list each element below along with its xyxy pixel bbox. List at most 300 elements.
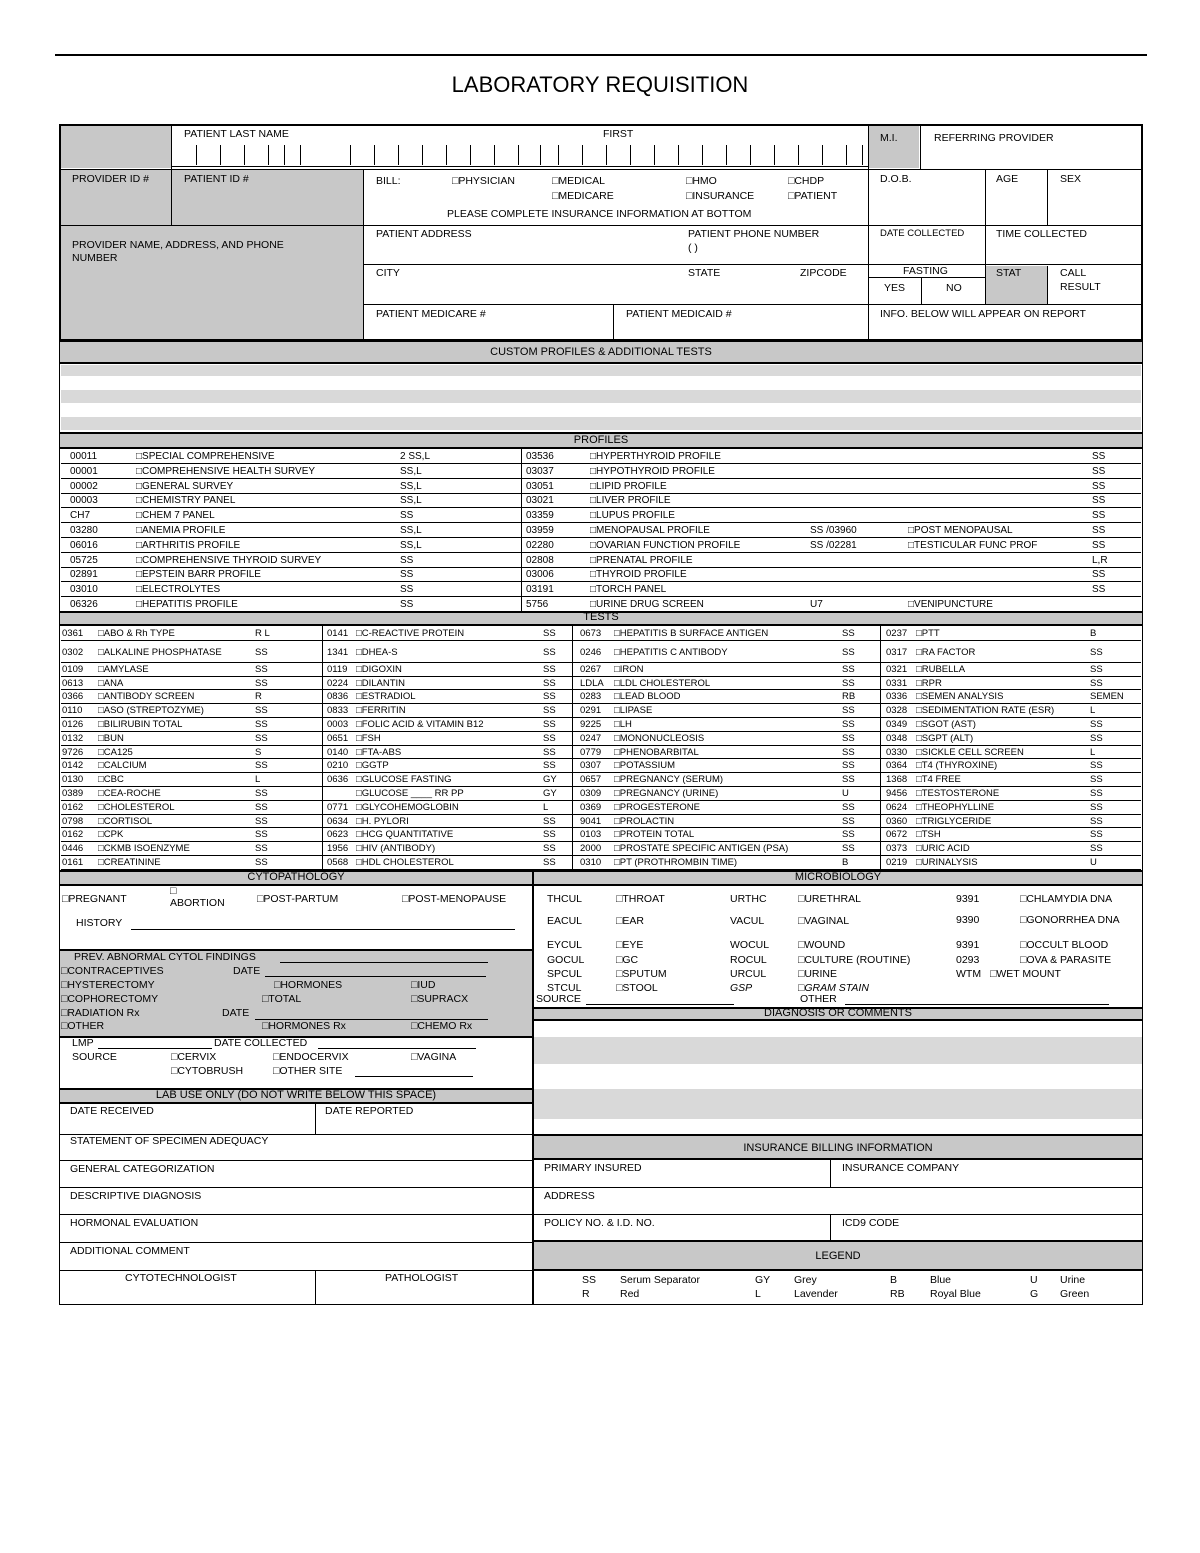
profile-name[interactable]: □ THYROID PROFILE bbox=[590, 568, 687, 582]
test-code: 0349 bbox=[886, 719, 908, 730]
test-tube: B bbox=[1090, 628, 1097, 639]
test-name[interactable]: □ CORTISOL bbox=[98, 815, 152, 829]
fasting-no[interactable]: NO bbox=[946, 282, 962, 294]
name-letter-box-divider bbox=[822, 145, 823, 165]
profile-tube-right: SS bbox=[1092, 525, 1106, 536]
test-tube: S bbox=[255, 746, 262, 758]
test-tube: SS bbox=[1090, 663, 1103, 675]
micro-test[interactable]: □ URETHRAL bbox=[798, 894, 861, 906]
test-tube: SS bbox=[1090, 760, 1103, 772]
cervix-checkbox[interactable]: □ CERVIX bbox=[171, 1052, 216, 1064]
test-name[interactable]: □ PREGNANCY (SERUM) bbox=[614, 773, 723, 787]
test-code: 0369 bbox=[580, 801, 602, 813]
chemo-rx-checkbox[interactable]: □ CHEMO Rx bbox=[411, 1021, 472, 1033]
test-code: 0771 bbox=[327, 801, 349, 813]
test-name[interactable]: □ PROLACTIN bbox=[614, 815, 674, 829]
test-name[interactable]: □ ANA bbox=[98, 677, 123, 691]
profile-row-right[interactable] bbox=[0, 509, 1200, 523]
insurance-company-label: INSURANCE COMPANY bbox=[842, 1162, 960, 1174]
hormones-rx-checkbox[interactable]: □ HORMONES Rx bbox=[262, 1021, 346, 1033]
test-name[interactable]: □ T4 FREE bbox=[916, 773, 961, 787]
test-code: 0142 bbox=[62, 760, 84, 772]
test-code: 0267 bbox=[580, 663, 602, 675]
test-name[interactable]: □ PREGNANCY (URINE) bbox=[614, 787, 718, 801]
bill-medicare-checkbox[interactable]: □ MEDICARE bbox=[552, 191, 614, 203]
name-letter-box-divider bbox=[862, 145, 863, 165]
profile-row-right[interactable] bbox=[0, 568, 1200, 582]
micro-right-test[interactable]: □ WET MOUNT bbox=[990, 969, 1061, 981]
test-row[interactable] bbox=[0, 704, 1200, 718]
test-name[interactable]: □ LEAD BLOOD bbox=[614, 690, 680, 704]
profile-code: 03010 bbox=[70, 584, 98, 596]
primary-insured-label: PRIMARY INSURED bbox=[544, 1162, 642, 1174]
micro-other-label: OTHER bbox=[800, 993, 837, 1005]
test-code: 0310 bbox=[580, 857, 602, 868]
micro-code: SPCUL bbox=[547, 968, 583, 980]
other-checkbox[interactable]: □ OTHER bbox=[61, 1021, 104, 1033]
profile-row-right[interactable] bbox=[0, 539, 1200, 553]
test-code: 0317 bbox=[886, 646, 908, 658]
test-name[interactable]: □ PHENOBARBITAL bbox=[614, 746, 699, 760]
test-name[interactable]: □ H. PYLORI bbox=[356, 815, 409, 829]
micro-right-code: 9390 bbox=[956, 914, 980, 926]
bill-chdp-checkbox[interactable]: □ CHDP bbox=[788, 176, 824, 188]
test-code: 0328 bbox=[886, 705, 908, 717]
profile-name[interactable]: □ ELECTROLYTES bbox=[136, 583, 220, 597]
profile-code: CH7 bbox=[70, 510, 91, 522]
test-tube: SS bbox=[1090, 719, 1103, 730]
legend-code: U bbox=[1030, 1274, 1038, 1286]
test-code: 9041 bbox=[580, 815, 602, 827]
test-tube: SS bbox=[255, 719, 268, 730]
test-tube: SS bbox=[1090, 646, 1103, 658]
profile-tube-right: SS bbox=[1092, 539, 1106, 551]
profile-name[interactable]: □ COMPREHENSIVE THYROID SURVEY bbox=[136, 554, 321, 568]
test-code: 0360 bbox=[886, 815, 908, 827]
legend-code: RB bbox=[890, 1288, 905, 1300]
profile-name[interactable]: □ CHEM 7 PANEL bbox=[136, 509, 215, 523]
name-letter-box-divider bbox=[606, 145, 607, 165]
result-label[interactable]: RESULT bbox=[1060, 281, 1101, 293]
test-code: 0798 bbox=[62, 815, 84, 827]
profile-name[interactable]: □ URINE DRUG SCREEN bbox=[590, 598, 704, 612]
test-row[interactable] bbox=[0, 787, 1200, 801]
provider-name-label-2: NUMBER bbox=[72, 252, 118, 264]
test-name[interactable]: □ CKMB ISOENZYME bbox=[98, 842, 190, 856]
test-name[interactable]: □ LDL CHOLESTEROL bbox=[614, 677, 710, 691]
test-tube: SS bbox=[543, 760, 556, 772]
profile-name[interactable]: □ ANEMIA PROFILE bbox=[136, 524, 225, 538]
test-name[interactable]: □ DILANTIN bbox=[356, 677, 405, 691]
test-tube: L bbox=[543, 801, 549, 813]
test-name[interactable]: □ FERRITIN bbox=[356, 704, 406, 718]
micro-right-code: 9391 bbox=[956, 893, 980, 905]
state-label: STATE bbox=[688, 267, 721, 279]
test-code: 0219 bbox=[886, 857, 908, 868]
date-reported-label: DATE REPORTED bbox=[325, 1105, 414, 1117]
name-letter-box-divider bbox=[678, 145, 679, 165]
phone-paren: ( ) bbox=[688, 242, 698, 254]
test-name[interactable]: □ ALKALINE PHOSPHATASE bbox=[98, 646, 222, 660]
test-name[interactable]: □ ABO & Rh TYPE bbox=[98, 627, 175, 641]
test-code: 1956 bbox=[327, 843, 349, 855]
profile-row-right[interactable] bbox=[0, 480, 1200, 494]
test-name[interactable]: □ CEA-ROCHE bbox=[98, 787, 161, 801]
test-tube: SS bbox=[543, 829, 556, 841]
test-name[interactable]: □ HIV (ANTIBODY) bbox=[356, 842, 435, 856]
test-name[interactable]: □ FSH bbox=[356, 732, 381, 746]
micro-test[interactable]: □ URINE bbox=[798, 969, 837, 981]
profile-name[interactable]: □ HYPERTHYROID PROFILE bbox=[590, 450, 721, 464]
test-tube: SS bbox=[255, 788, 268, 799]
test-name[interactable]: □ GLUCOSE FASTING bbox=[356, 773, 452, 787]
test-tube: R bbox=[255, 691, 262, 703]
name-letter-box-divider bbox=[750, 145, 751, 165]
test-name[interactable]: □ SGOT (AST) bbox=[916, 718, 976, 732]
profile-tube-right: SS bbox=[1092, 480, 1106, 492]
micro-test[interactable]: □ SPUTUM bbox=[616, 969, 667, 981]
bill-hmo-checkbox[interactable]: □ HMO bbox=[686, 176, 717, 188]
test-row[interactable] bbox=[0, 677, 1200, 691]
micro-right-code: 0293 bbox=[956, 954, 980, 966]
test-code: 0302 bbox=[62, 646, 84, 658]
profile-code: 03051 bbox=[526, 480, 554, 492]
test-name[interactable]: □ IRON bbox=[614, 663, 644, 677]
micro-test[interactable]: □ EAR bbox=[616, 916, 644, 928]
profile-row-right[interactable] bbox=[0, 494, 1200, 508]
profile-name[interactable]: □ LIVER PROFILE bbox=[590, 494, 671, 508]
test-tube: SS bbox=[543, 663, 556, 675]
legend-meaning: Red bbox=[620, 1288, 640, 1300]
test-tube: SS bbox=[842, 705, 855, 717]
test-name[interactable]: □ HEPATITIS C ANTIBODY bbox=[614, 646, 728, 660]
test-code: 0651 bbox=[327, 732, 349, 744]
time-collected-label: TIME COLLECTED bbox=[996, 228, 1088, 240]
test-row[interactable] bbox=[0, 759, 1200, 773]
test-code: 0634 bbox=[327, 815, 349, 827]
test-tube: SS bbox=[255, 801, 268, 813]
test-tube: L bbox=[255, 774, 261, 786]
profile-code: 03021 bbox=[526, 495, 554, 507]
micro-test[interactable]: □ EYE bbox=[616, 940, 643, 952]
profile-extra[interactable]: □ TESTICULAR FUNC PROF bbox=[908, 539, 1037, 553]
micro-right-test[interactable]: □ OCCULT BLOOD bbox=[1020, 940, 1108, 952]
vagina-checkbox[interactable]: □ VAGINA bbox=[411, 1052, 456, 1064]
test-name[interactable]: □ CHOLESTEROL bbox=[98, 801, 175, 815]
test-name[interactable]: □ CPK bbox=[98, 828, 123, 842]
legend-code: R bbox=[582, 1288, 590, 1300]
custom-profiles-title: CUSTOM PROFILES & ADDITIONAL TESTS bbox=[490, 346, 712, 358]
profile-row-right[interactable] bbox=[0, 524, 1200, 538]
micro-code: STCUL bbox=[547, 982, 582, 994]
test-row[interactable] bbox=[0, 815, 1200, 829]
name-letter-box-divider bbox=[494, 145, 495, 165]
test-name[interactable]: □ FOLIC ACID & VITAMIN B12 bbox=[356, 718, 484, 732]
test-code: 1341 bbox=[327, 646, 349, 658]
legend-code: G bbox=[1030, 1288, 1039, 1300]
profile-code: 03359 bbox=[526, 510, 554, 522]
test-name[interactable]: □ BILIRUBIN TOTAL bbox=[98, 718, 182, 732]
test-name[interactable]: □ LH bbox=[614, 718, 632, 732]
test-name[interactable]: □ THEOPHYLLINE bbox=[916, 801, 994, 815]
cytotechnologist-label: CYTOTECHNOLOGIST bbox=[125, 1272, 237, 1284]
test-code: 0331 bbox=[886, 677, 908, 689]
test-name[interactable]: □ POTASSIUM bbox=[614, 759, 675, 773]
micro-test[interactable]: □ STOOL bbox=[616, 983, 658, 995]
test-name[interactable]: □ CA125 bbox=[98, 746, 133, 760]
test-code: 0321 bbox=[886, 663, 908, 675]
profile-tube: SS bbox=[400, 599, 414, 610]
test-tube: SS bbox=[543, 677, 556, 689]
cophorectomy-checkbox[interactable]: □ COPHORECTOMY bbox=[61, 994, 158, 1006]
test-tube: RB bbox=[842, 691, 856, 703]
bill-insurance-checkbox[interactable]: □ INSURANCE bbox=[686, 191, 754, 203]
profile-tube: SS,L bbox=[400, 525, 422, 536]
test-row[interactable] bbox=[0, 746, 1200, 760]
test-tube: SS bbox=[842, 801, 855, 813]
micro-code: URCUL bbox=[730, 968, 767, 980]
test-tube: SS bbox=[543, 719, 556, 730]
call-label[interactable]: CALL bbox=[1060, 267, 1087, 279]
profile-name[interactable]: □ ARTHRITIS PROFILE bbox=[136, 539, 240, 553]
profile-row-right[interactable] bbox=[0, 554, 1200, 568]
profile-name[interactable]: □ GENERAL SURVEY bbox=[136, 480, 233, 494]
test-tube: SS bbox=[1090, 788, 1103, 799]
insurance-title: INSURANCE BILLING INFORMATION bbox=[743, 1142, 933, 1154]
test-name[interactable]: □ GLUCOSE ____ RR PP bbox=[356, 787, 464, 801]
test-code: 0110 bbox=[62, 705, 83, 717]
profile-tube: SS /03960 bbox=[810, 525, 857, 536]
test-tube: SEMEN bbox=[1090, 691, 1124, 703]
profile-row-right[interactable] bbox=[0, 583, 1200, 597]
patient-address-label: PATIENT ADDRESS bbox=[376, 228, 472, 240]
profile-row-right[interactable] bbox=[0, 598, 1200, 612]
profile-tube-right: SS bbox=[1092, 510, 1106, 522]
post-menopause-checkbox[interactable]: □ POST-MENOPAUSE bbox=[402, 894, 506, 906]
test-code: 9225 bbox=[580, 719, 602, 730]
profile-name[interactable]: □ EPSTEIN BARR PROFILE bbox=[136, 568, 261, 582]
test-code: 0672 bbox=[886, 829, 908, 841]
test-name[interactable]: □ DIGOXIN bbox=[356, 663, 402, 677]
test-tube: SS bbox=[842, 829, 855, 841]
test-name[interactable]: □ GGTP bbox=[356, 759, 389, 773]
test-code: 0779 bbox=[580, 746, 602, 758]
micro-test[interactable]: □ GRAM STAIN bbox=[798, 983, 869, 995]
test-name[interactable]: □ BUN bbox=[98, 732, 124, 746]
test-name[interactable]: □ ANTIBODY SCREEN bbox=[98, 690, 194, 704]
bill-patient-checkbox[interactable]: □ PATIENT bbox=[788, 191, 837, 203]
micro-right-test[interactable]: □ GONORRHEA DNA bbox=[1020, 915, 1120, 927]
patient-medicaid-label: PATIENT MEDICAID # bbox=[626, 308, 732, 320]
test-name[interactable]: □ DHEA-S bbox=[356, 646, 398, 660]
history-line[interactable] bbox=[131, 929, 515, 930]
test-name[interactable]: □ CREATININE bbox=[98, 856, 161, 870]
test-name[interactable]: □ SEMEN ANALYSIS bbox=[916, 690, 1003, 704]
bill-medical-checkbox[interactable]: □ MEDICAL bbox=[552, 176, 605, 188]
name-letter-box-divider bbox=[540, 145, 541, 165]
blank-gray-cell bbox=[61, 126, 171, 168]
other-site-checkbox[interactable]: □ OTHER SITE bbox=[273, 1066, 342, 1078]
test-name[interactable]: □ T4 (THYROXINE) bbox=[916, 759, 997, 773]
test-name[interactable]: □ PT (PROTHROMBIN TIME) bbox=[614, 856, 737, 870]
test-tube: U bbox=[842, 788, 849, 799]
iud-checkbox[interactable]: □ IUD bbox=[411, 980, 435, 992]
total-checkbox[interactable]: □ TOTAL bbox=[262, 994, 301, 1006]
radiation-checkbox[interactable]: □ RADIATION Rx bbox=[61, 1008, 140, 1020]
test-name[interactable]: □ MONONUCLEOSIS bbox=[614, 732, 704, 746]
test-name[interactable]: □ SICKLE CELL SCREEN bbox=[916, 746, 1024, 760]
pregnant-checkbox[interactable]: □ PREGNANT bbox=[62, 894, 127, 906]
test-code: 0003 bbox=[327, 719, 349, 730]
profile-name[interactable]: □ COMPREHENSIVE HEALTH SURVEY bbox=[136, 465, 315, 479]
test-row[interactable] bbox=[0, 828, 1200, 842]
test-name[interactable]: □ RUBELLA bbox=[916, 663, 965, 677]
date-collected-cyto-label: DATE COLLECTED bbox=[214, 1037, 308, 1049]
test-name[interactable]: □ LIPASE bbox=[614, 704, 652, 718]
profile-row-right[interactable] bbox=[0, 450, 1200, 464]
supracx-checkbox[interactable]: □ SUPRACX bbox=[411, 994, 468, 1006]
test-name[interactable]: □ RA FACTOR bbox=[916, 646, 975, 660]
profile-name[interactable]: □ MENOPAUSAL PROFILE bbox=[590, 524, 710, 538]
test-row[interactable] bbox=[0, 627, 1200, 641]
test-name[interactable]: □ PROSTATE SPECIFIC ANTIGEN (PSA) bbox=[614, 842, 788, 856]
test-name[interactable]: □ HDL CHOLESTEROL bbox=[356, 856, 454, 870]
test-row[interactable] bbox=[0, 732, 1200, 746]
test-tube: GY bbox=[543, 774, 557, 786]
profile-name[interactable]: □ TORCH PANEL bbox=[590, 583, 666, 597]
profile-name[interactable]: □ OVARIAN FUNCTION PROFILE bbox=[590, 539, 740, 553]
test-row[interactable] bbox=[0, 801, 1200, 815]
test-row[interactable] bbox=[0, 641, 1200, 663]
micro-right-test[interactable]: □ CHLAMYDIA DNA bbox=[1020, 894, 1112, 906]
stat-label[interactable]: STAT bbox=[996, 267, 1022, 279]
profile-extra[interactable]: □ POST MENOPAUSAL bbox=[908, 524, 1013, 538]
test-name[interactable]: □ TSH bbox=[916, 828, 941, 842]
test-row[interactable] bbox=[0, 856, 1200, 870]
micro-test[interactable]: □ WOUND bbox=[798, 940, 845, 952]
test-code: 0161 bbox=[62, 857, 84, 868]
test-name[interactable]: □ TRIGLYCERIDE bbox=[916, 815, 991, 829]
test-name[interactable]: □ PROTEIN TOTAL bbox=[614, 828, 694, 842]
micro-code: GOCUL bbox=[547, 954, 585, 966]
profile-row-right[interactable] bbox=[0, 465, 1200, 479]
test-code: 0309 bbox=[580, 788, 602, 799]
test-name[interactable]: □ HCG QUANTITATIVE bbox=[356, 828, 453, 842]
profile-extra[interactable]: □ VENIPUNCTURE bbox=[908, 598, 993, 612]
hormones-checkbox[interactable]: □ HORMONES bbox=[274, 980, 342, 992]
test-tube: SS bbox=[255, 705, 268, 717]
test-row[interactable] bbox=[0, 718, 1200, 732]
profile-name[interactable]: □ HYPOTHYROID PROFILE bbox=[590, 465, 715, 479]
hysterectomy-checkbox[interactable]: □ HYSTERECTOMY bbox=[61, 980, 155, 992]
name-letter-box-divider bbox=[702, 145, 703, 165]
test-row[interactable] bbox=[0, 842, 1200, 856]
bill-physician-checkbox[interactable]: □ PHYSICIAN bbox=[452, 176, 515, 188]
contraceptives-checkbox[interactable]: □ CONTRACEPTIVES bbox=[61, 966, 164, 978]
adequacy-label: STATEMENT OF SPECIMEN ADEQUACY bbox=[70, 1135, 269, 1147]
profile-name[interactable]: □ LUPUS PROFILE bbox=[590, 509, 675, 523]
post-partum-checkbox[interactable]: □ POST-PARTUM bbox=[257, 894, 338, 906]
profile-code: 02808 bbox=[526, 554, 554, 566]
test-tube: SS bbox=[842, 719, 855, 730]
profile-name[interactable]: □ SPECIAL COMPREHENSIVE bbox=[136, 450, 275, 464]
mi-label: M.I. bbox=[880, 132, 898, 144]
micro-test[interactable]: □ CULTURE (ROUTINE) bbox=[798, 955, 910, 967]
micro-code: THCUL bbox=[547, 893, 583, 905]
test-tube: SS bbox=[255, 857, 268, 868]
test-name[interactable]: □ PTT bbox=[916, 627, 940, 641]
general-categorization-label: GENERAL CATEGORIZATION bbox=[70, 1163, 215, 1175]
test-name[interactable]: □ ESTRADIOL bbox=[356, 690, 416, 704]
name-letter-box-divider bbox=[374, 145, 375, 165]
test-name[interactable]: □ URIC ACID bbox=[916, 842, 970, 856]
test-name[interactable]: □ GLYCOHEMOGLOBIN bbox=[356, 801, 459, 815]
test-name[interactable]: □ PROGESTERONE bbox=[614, 801, 700, 815]
profile-name[interactable]: □ PRENATAL PROFILE bbox=[590, 554, 693, 568]
test-name[interactable]: □ TESTOSTERONE bbox=[916, 787, 999, 801]
test-name[interactable]: □ FTA-ABS bbox=[356, 746, 401, 760]
test-tube: B bbox=[842, 857, 849, 868]
micro-code: EACUL bbox=[547, 915, 583, 927]
micro-test[interactable]: □ THROAT bbox=[616, 894, 665, 906]
test-name[interactable]: □ CALCIUM bbox=[98, 759, 147, 773]
profile-name[interactable]: □ HEPATITIS PROFILE bbox=[136, 598, 238, 612]
fasting-yes[interactable]: YES bbox=[884, 282, 906, 294]
profile-name[interactable]: □ CHEMISTRY PANEL bbox=[136, 494, 235, 508]
profile-name[interactable]: □ LIPID PROFILE bbox=[590, 480, 667, 494]
test-tube: GY bbox=[543, 788, 557, 799]
micro-source-label: SOURCE bbox=[536, 993, 581, 1005]
legend-meaning: Serum Separator bbox=[620, 1274, 700, 1286]
micro-right-test[interactable]: □ OVA & PARASITE bbox=[1020, 955, 1111, 967]
micro-right-code: WTM bbox=[956, 968, 982, 980]
test-name[interactable]: □ C-REACTIVE PROTEIN bbox=[356, 627, 464, 641]
test-name[interactable]: □ SGPT (ALT) bbox=[916, 732, 973, 746]
micro-test[interactable]: □ GC bbox=[616, 955, 638, 967]
test-tube: SS bbox=[255, 646, 268, 658]
test-row[interactable] bbox=[0, 663, 1200, 677]
test-name[interactable]: □ RPR bbox=[916, 677, 942, 691]
test-code: 0119 bbox=[327, 663, 348, 675]
endocervix-checkbox[interactable]: □ ENDOCERVIX bbox=[273, 1052, 349, 1064]
test-tube: SS bbox=[842, 843, 855, 855]
name-letter-box-divider bbox=[300, 145, 301, 165]
test-tube: SS bbox=[842, 732, 855, 744]
profile-code: 03959 bbox=[526, 525, 554, 536]
test-name[interactable]: □ AMYLASE bbox=[98, 663, 149, 677]
cytobrush-checkbox[interactable]: □ CYTOBRUSH bbox=[171, 1066, 243, 1078]
test-code: 0348 bbox=[886, 732, 908, 744]
additional-comment-label: ADDITIONAL COMMENT bbox=[70, 1245, 190, 1257]
referring-provider-label: REFERRING PROVIDER bbox=[934, 132, 1054, 144]
profile-tube: SS bbox=[400, 554, 414, 566]
test-code: 0109 bbox=[62, 663, 84, 675]
test-name[interactable]: □ URINALYSIS bbox=[916, 856, 978, 870]
test-code: 0336 bbox=[886, 691, 908, 703]
test-tube: SS bbox=[1090, 774, 1103, 786]
micro-code: ROCUL bbox=[730, 954, 767, 966]
microbiology-title: MICROBIOLOGY bbox=[794, 871, 882, 883]
test-name[interactable]: □ HEPATITIS B SURFACE ANTIGEN bbox=[614, 627, 768, 641]
test-name[interactable]: □ SEDIMENTATION RATE (ESR) bbox=[916, 704, 1054, 718]
micro-test[interactable]: □ VAGINAL bbox=[798, 916, 849, 928]
test-row[interactable] bbox=[0, 773, 1200, 787]
test-row-line bbox=[61, 869, 1141, 870]
test-name[interactable]: □ CBC bbox=[98, 773, 124, 787]
test-row[interactable] bbox=[0, 690, 1200, 704]
test-name[interactable]: □ ASO (STREPTOZYME) bbox=[98, 704, 204, 718]
abortion-checkbox-box[interactable]: □ bbox=[170, 885, 177, 897]
